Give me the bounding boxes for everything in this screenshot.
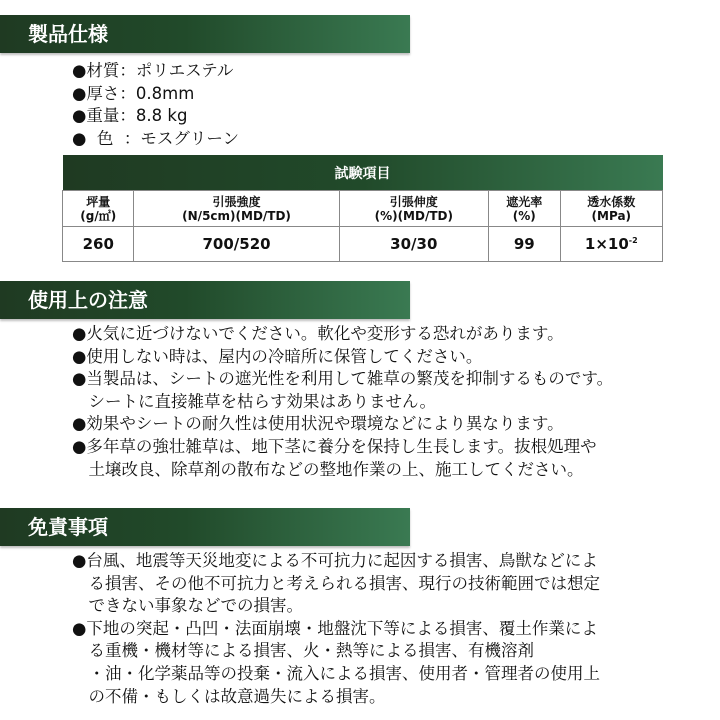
disclaimer-list: ●台風、地震等天災地変による不可抗力に起因する損害、鳥獣などによ る損害、その他不可抗力と考えられる損害、現行の技術範囲では想定 できない事象などでの損害。 ●下地の突起・凸凹・法面崩壊・地盤沈下等による損害、覆土作業によ る重機・機材等による損害、火・熱等による損害、有機溶剤 ・油・化学薬品等の投棄・流入による損害、使用者・管理者の使用上 の不備・もしくは故意過失による損害。 bbox=[72, 551, 600, 706]
spec-color: ● 色 ：モスグリーン bbox=[72, 128, 240, 148]
spec-weight: ●重量：8.8 kg bbox=[72, 106, 188, 126]
spec-material: ●材質：ポリエステル bbox=[72, 61, 234, 80]
header-cell: 引張強度 (N/5cm)(MD/TD) bbox=[134, 191, 339, 227]
table-row bbox=[63, 227, 663, 262]
value-cell: 700/520 bbox=[134, 227, 339, 262]
test-table bbox=[62, 155, 663, 262]
section-header-disclaimer: 免責事項 bbox=[0, 508, 410, 546]
header-cell: 遮光率 (%) bbox=[488, 191, 560, 227]
section-header-specs: 製品仕様 bbox=[0, 15, 410, 53]
caution-list: ●火気に近づけないでください。軟化や変形する恐れがあります。 ●使用しない時は、屋内の冷暗所に保管してください。 ●当製品は、シートの遮光性を利用して雑草の繁茂を抑制するものです。 シートに直接雑草を枯らす効果はありません。 ●効果やシートの耐久性は使用状況や環境などにより異なります。 ●多年草の強壮雑草は、地下茎に養分を保持し生長します。抜根処理や 土壌改良、除草剤の散布などの整地作業の上、施工してください。 bbox=[72, 324, 614, 479]
value-cell: 30/30 bbox=[339, 227, 488, 262]
header-cell: 透水係数 (MPa) bbox=[560, 191, 662, 227]
value-cell: 99 bbox=[488, 227, 560, 262]
table-header-row bbox=[63, 191, 663, 227]
spec-thickness: ●厚さ：0.8mm bbox=[72, 83, 195, 103]
table-caption: 試験項目 bbox=[63, 155, 663, 191]
header-cell: 坪量 (g/㎡) bbox=[63, 191, 134, 227]
header-cell: 引張伸度 (%)(MD/TD) bbox=[339, 191, 488, 227]
spec-list bbox=[72, 60, 239, 150]
section-header-cautions: 使用上の注意 bbox=[0, 281, 410, 319]
value-cell: 260 bbox=[63, 227, 134, 262]
value-cell: $1\times 10^{-2}$ bbox=[560, 227, 662, 262]
